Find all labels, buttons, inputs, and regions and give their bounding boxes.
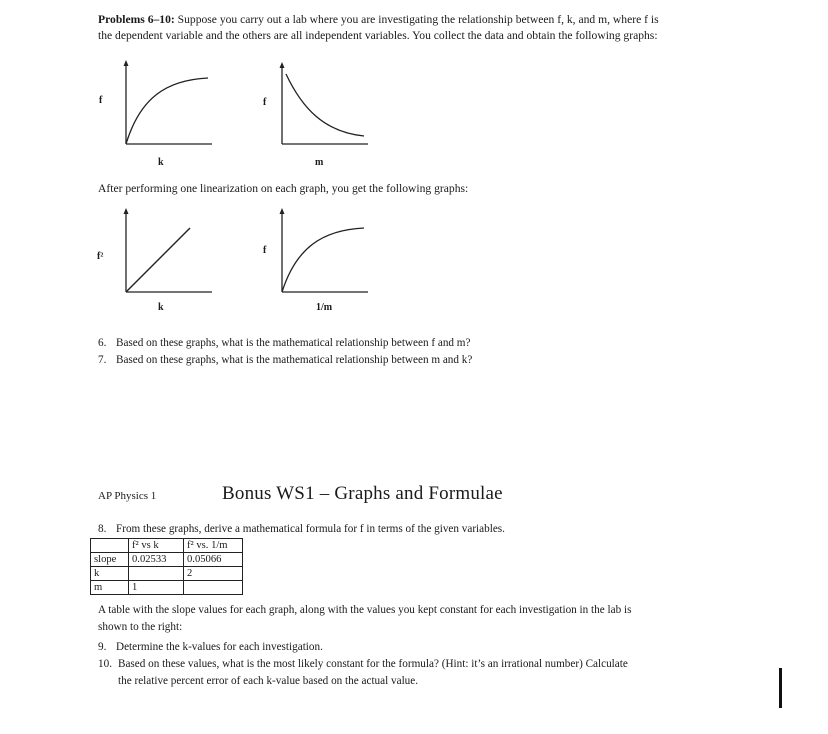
question-list-b bbox=[98, 639, 778, 690]
table-row bbox=[91, 553, 243, 567]
slope-table bbox=[90, 538, 243, 595]
question-10: 10. Based on these values, what is the most likely constant for the formula? (Hint: it’s an irrational number) Calculate bbox=[98, 658, 628, 670]
curve bbox=[286, 74, 364, 136]
table-header-cell bbox=[91, 539, 129, 553]
graph3-xlabel: k bbox=[158, 302, 164, 313]
course-name: AP Physics 1 bbox=[98, 490, 157, 502]
worksheet-title: Bonus WS1 – Graphs and Formulae bbox=[222, 483, 503, 504]
question-10-continued: the relative percent error of each k-value based on the actual value. bbox=[118, 675, 419, 687]
intro-line-1: Problems 6–10: Suppose you carry out a lab where you are investigating the relationship between f, k, and m, where f is bbox=[98, 13, 659, 26]
table-cell: k bbox=[91, 567, 129, 581]
curve bbox=[126, 78, 208, 144]
table-cell: 0.05066 bbox=[184, 553, 243, 567]
graph-f-vs-m bbox=[274, 60, 374, 150]
graph-f-vs-k bbox=[118, 58, 218, 150]
graph1-xlabel: k bbox=[158, 157, 164, 168]
table-header-cell: f² vs. 1/m bbox=[184, 539, 243, 553]
question-list-a bbox=[98, 335, 472, 369]
table-header-cell: f² vs k bbox=[129, 539, 184, 553]
question-6: 6. Based on these graphs, what is the mathematical relationship between f and m? bbox=[98, 337, 471, 349]
table-cell: 1 bbox=[129, 581, 184, 595]
text-cursor bbox=[779, 668, 782, 708]
problem-intro bbox=[98, 12, 738, 44]
problem-range-label: Problems 6–10: bbox=[98, 13, 175, 26]
graph4-ylabel: f bbox=[263, 245, 267, 256]
graph-f-vs-inverse-m bbox=[274, 206, 374, 298]
question-8: 8. From these graphs, derive a mathematical formula for f in terms of the given variables. bbox=[98, 523, 505, 535]
table-cell: 2 bbox=[184, 567, 243, 581]
curve bbox=[282, 228, 364, 292]
linearization-text: After performing one linearization on each graph, you get the following graphs: bbox=[98, 182, 469, 195]
intro-line-2: the dependent variable and the others are all independent variables. You collect the data and obtain the following graphs: bbox=[98, 29, 658, 42]
y-axis-arrow bbox=[124, 60, 129, 66]
graph2-ylabel: f bbox=[263, 97, 267, 108]
table-caption: A table with the slope values for each graph, along with the values you kept constant for each investigation in the lab is shown to the right: bbox=[98, 604, 632, 633]
y-axis-arrow bbox=[280, 208, 285, 214]
graph-f2-vs-k bbox=[118, 206, 218, 298]
table-row bbox=[91, 581, 243, 595]
line bbox=[126, 228, 190, 292]
table-cell: m bbox=[91, 581, 129, 595]
table-cell bbox=[129, 567, 184, 581]
graph1-ylabel: f bbox=[99, 95, 103, 106]
table-cell: slope bbox=[91, 553, 129, 567]
y-axis-arrow bbox=[280, 62, 285, 68]
table-cell bbox=[184, 581, 243, 595]
table-header-row bbox=[91, 539, 243, 553]
question-7: 7. Based on these graphs, what is the mathematical relationship between m and k? bbox=[98, 354, 473, 366]
graph3-ylabel: f² bbox=[97, 251, 104, 262]
table-cell: 0.02533 bbox=[129, 553, 184, 567]
graph4-xlabel: 1/m bbox=[316, 302, 333, 313]
question-9: 9. Determine the k-values for each investigation. bbox=[98, 641, 323, 653]
y-axis-arrow bbox=[124, 208, 129, 214]
table-row bbox=[91, 567, 243, 581]
graph2-xlabel: m bbox=[315, 157, 324, 168]
